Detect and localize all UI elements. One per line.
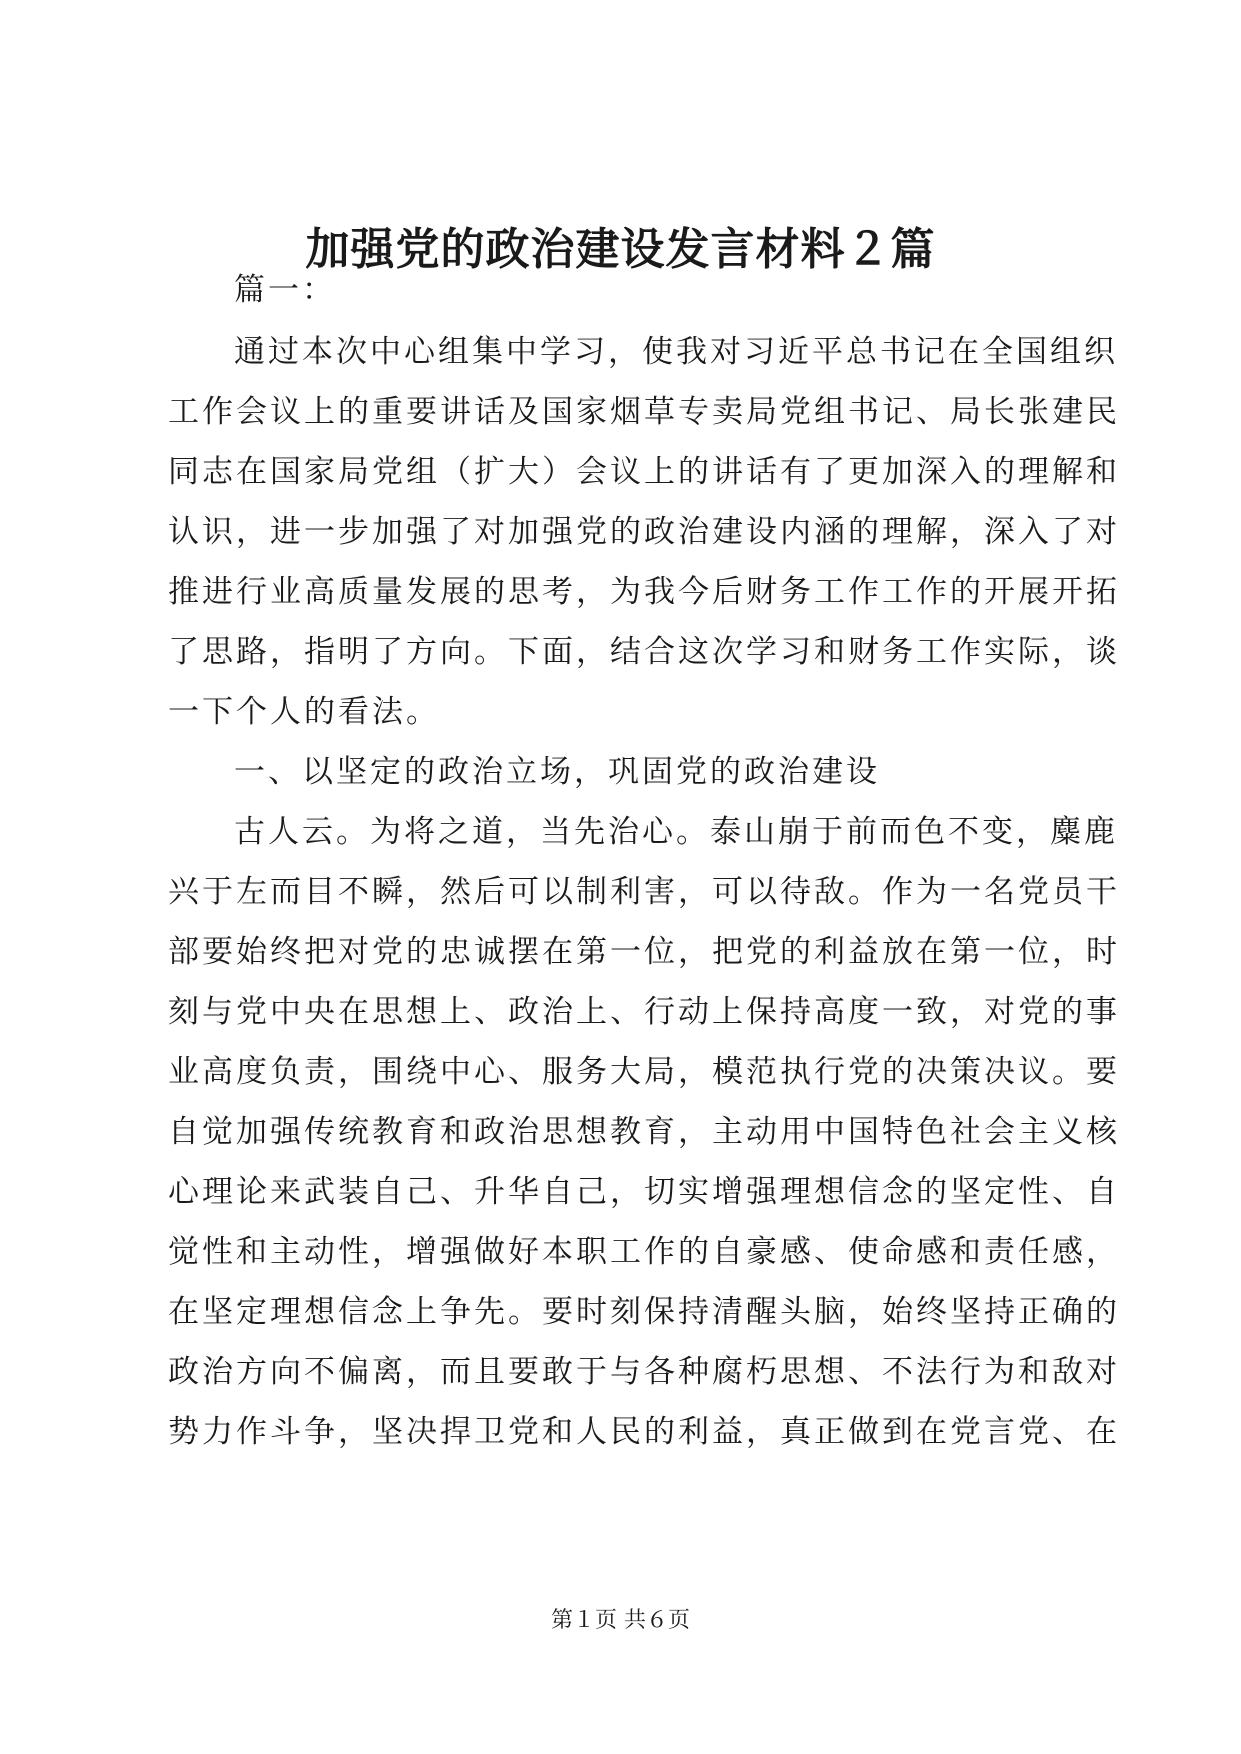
paragraph-line: 推进行业高质量发展的思考，为我今后财务工作工作的开展开拓 xyxy=(168,574,1120,610)
paragraph-line: 通过本次中心组集中学习，使我对习近平总书记在全国组织 xyxy=(234,334,1118,370)
paragraph-line: 业高度负责，围绕中心、服务大局，模范执行党的决策决议。要 xyxy=(168,1054,1120,1090)
document-title: 加强党的政治建设发言材料２篇 xyxy=(305,224,936,275)
paragraph-line: 兴于左而目不瞬，然后可以制利害，可以待敌。作为一名党员干 xyxy=(168,874,1120,910)
paragraph-line: 古人云。为将之道，当先治心。泰山崩于前而色不变，麋鹿 xyxy=(234,814,1118,850)
paragraph-line: 自觉加强传统教育和政治思想教育，主动用中国特色社会主义核 xyxy=(168,1114,1120,1150)
section-heading: 一、以坚定的政治立场，巩固党的政治建设 xyxy=(234,754,880,790)
paragraph-line: 觉性和主动性，增强做好本职工作的自豪感、使命感和责任感， xyxy=(168,1234,1120,1270)
paragraph-line: 了思路，指明了方向。下面，结合这次学习和财务工作实际，谈 xyxy=(168,634,1120,670)
section-label: 篇一： xyxy=(234,272,336,308)
paragraph-line: 同志在国家局党组（扩大）会议上的讲话有了更加深入的理解和 xyxy=(168,454,1120,490)
paragraph-line: 刻与党中央在思想上、政治上、行动上保持高度一致，对党的事 xyxy=(168,994,1120,1030)
paragraph-line: 工作会议上的重要讲话及国家烟草专卖局党组书记、局长张建民 xyxy=(168,394,1120,430)
paragraph-line: 政治方向不偏离，而且要敢于与各种腐朽思想、不法行为和敌对 xyxy=(168,1354,1120,1390)
page-number-footer: 第１页 共６页 xyxy=(551,1608,690,1633)
paragraph-line: 心理论来武装自己、升华自己，切实增强理想信念的坚定性、自 xyxy=(168,1174,1120,1210)
paragraph-line: 认识，进一步加强了对加强党的政治建设内涵的理解，深入了对 xyxy=(168,514,1120,550)
paragraph-line: 势力作斗争，坚决捍卫党和人民的利益，真正做到在党言党、在 xyxy=(168,1414,1120,1450)
paragraph-line: 在坚定理想信念上争先。要时刻保持清醒头脑，始终坚持正确的 xyxy=(168,1294,1120,1330)
paragraph-line: 一下个人的看法。 xyxy=(168,694,440,730)
paragraph-line: 部要始终把对党的忠诚摆在第一位，把党的利益放在第一位，时 xyxy=(168,934,1120,970)
